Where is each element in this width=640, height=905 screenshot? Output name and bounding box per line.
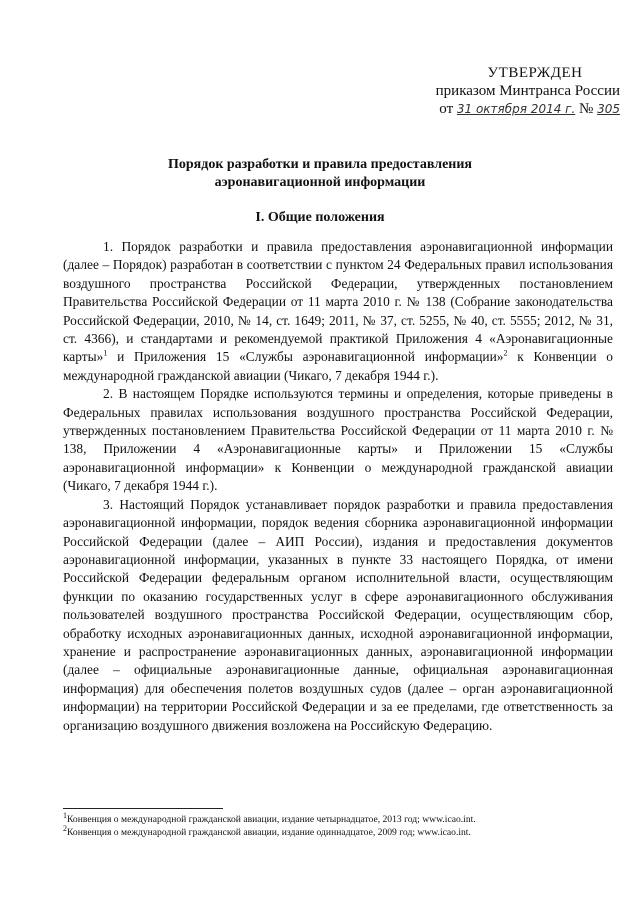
date-prefix: от — [439, 101, 454, 117]
document-title-line-2: аэронавигационной информации — [214, 175, 426, 190]
footnote-2-text: Конвенция о международной гражданской авиации, издание одиннадцатое, 2009 год; www.icao.int. — [67, 827, 471, 838]
footnote-2-mark: 2 — [63, 823, 67, 833]
order-date-number — [420, 100, 620, 118]
footnote-ref-1: 1 — [103, 348, 108, 358]
footnote-1-text: Конвенция о международной гражданской авиации, издание четырнадцатое, 2013 год; www.icao.int. — [67, 814, 476, 825]
number-prefix: № — [579, 101, 594, 117]
handwritten-number: 305 — [597, 102, 620, 116]
paragraph-3: 3. Настоящий Порядок устанавливает порядок разработки и правила предоставления аэронавигационной информации, порядок ведения сборника аэронавигационной информации Российской Федерации (далее – АИП России), издания и предоставления документов аэронавигационной информации, указанных в пункте 33 настоящего Порядка, от имени Российской Федерации федеральным органом исполнительной власти, осуществляющим функции по оказанию государственных услуг в сфере аэронавигационного обслуживания пользователей воздушного пространства Российской Федерации, осуществляющим сбор, обработку исходных аэронавигационных данных, исходной аэронавигационной информации, хранение и распространение аэронавигационных данных, аэронавигационной информации (далее – официальные аэронавигационные данные, официальная аэронавигационная информация) для обеспечения полетов воздушных судов (далее – орган аэронавигационной информации) на территории Российской Федерации и за ее пределами, где ответственность за организацию воздушного движения возложена на Российскую Федерацию. — [63, 496, 613, 733]
footnote-1-mark: 1 — [63, 810, 67, 820]
paragraph-1-text-b: и Приложения 15 «Службы аэронавигационной информации» — [107, 349, 504, 365]
footnote-divider — [63, 808, 223, 809]
section-heading: I. Общие положения — [255, 210, 385, 225]
approval-stamp — [420, 64, 620, 118]
paragraph-1-text-a: 1. Порядок разработки и правила предоставления аэронавигационной информации (далее – Порядок) разработан в соответствии с пунктом 24 Федеральных правил использования воздушного пространства Российской Федерации, утвержденных постановлением Правительства Российской Федерации от 11 марта 2010 г. № 138 (Собрание законодательства Российской Федерации, 2010, № 14, ст. 1649; 2011, № 37, ст. 5255, № 40, ст. 5555; 2012, № 31, ст. 4366), и стандартами и рекомендуемой практикой Приложения 4 «Аэронавигационные карты» — [63, 239, 613, 365]
approved-label: УТВЕРЖДЕН — [487, 65, 583, 81]
footnote-ref-2: 2 — [503, 348, 508, 358]
document-body — [63, 238, 613, 735]
paragraph-2: 2. В настоящем Порядке используются термины и определения, которые приведены в Федеральных правилах использования воздушного пространства Российской Федерации, утвержденных постановлением Правительства Российской Федерации от 11 марта 2010 г. № 138, Приложении 4 «Аэронавигационные карты» и Приложении 15 «Службы аэронавигационной информации» к Конвенции о международной гражданской авиации (Чикаго, 7 декабря 1944 г.). — [63, 386, 613, 494]
footnote-2 — [63, 823, 623, 839]
paragraph-1 — [63, 238, 613, 385]
paragraph-1-text-c: к Конвенции о международной гражданской авиации (Чикаго, 7 декабря 1944 г.). — [63, 349, 613, 383]
document-title-line-1: Порядок разработки и правила предоставления — [167, 157, 472, 172]
footnotes — [63, 810, 623, 839]
footnote-1 — [63, 810, 623, 826]
handwritten-date: 31 октября 2014 г. — [456, 102, 576, 116]
document-title — [0, 156, 640, 192]
approved-by-order: приказом Минтранса России — [435, 83, 620, 99]
